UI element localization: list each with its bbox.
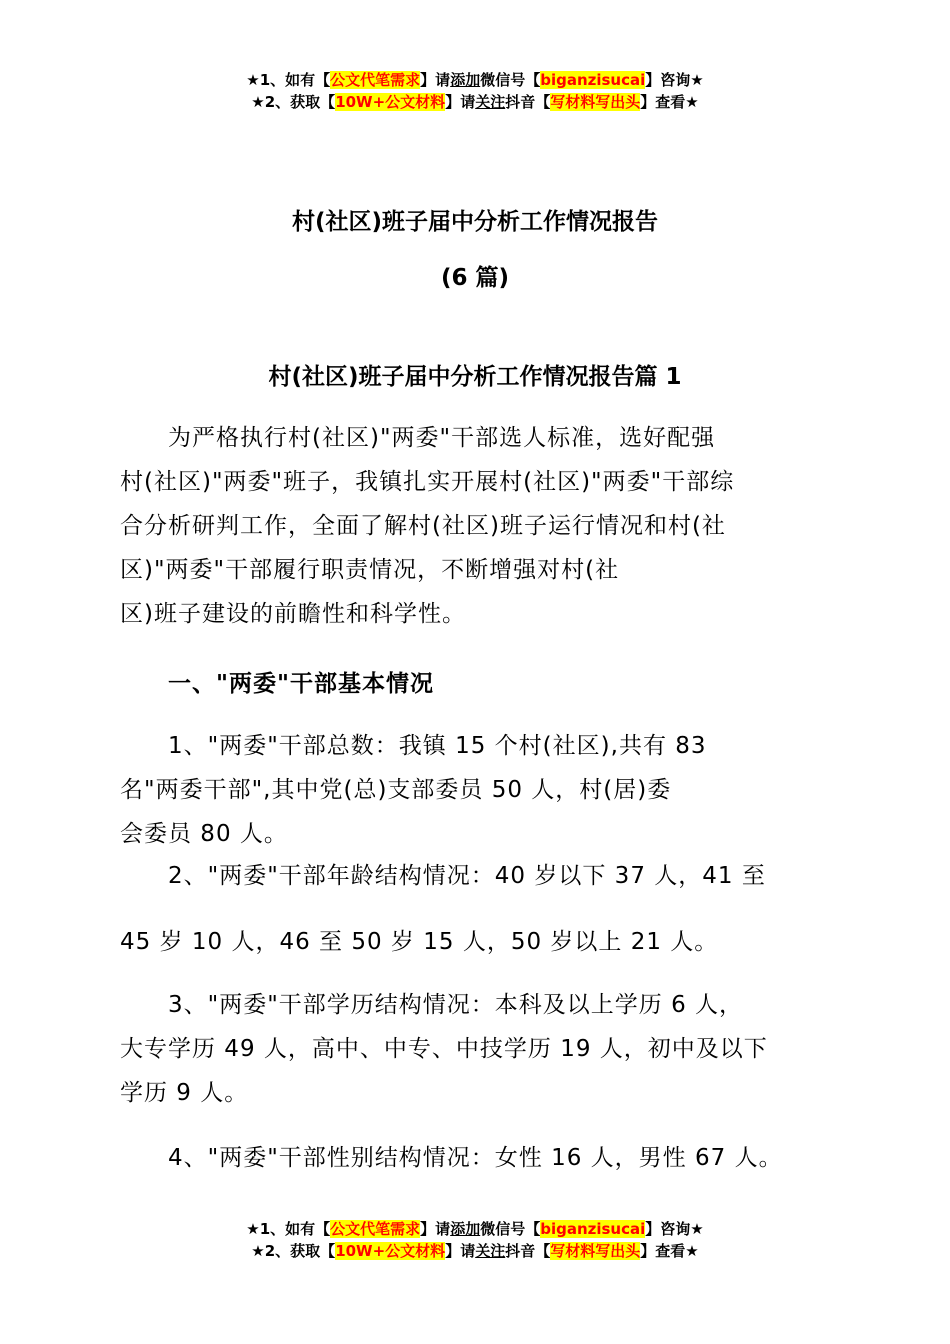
promo-line-2 xyxy=(0,1240,950,1262)
item-1-paragraph xyxy=(120,724,840,856)
promo-text: 】查看★ xyxy=(640,1242,699,1260)
promo-text: ★2、获取【 xyxy=(251,93,336,111)
promo-text: 抖音【 xyxy=(505,1242,551,1260)
promo-highlight: 公文代笔需求 xyxy=(330,1220,421,1238)
paragraph-line: 会委员 80 人。 xyxy=(120,821,288,847)
promo-text: 】查看★ xyxy=(640,93,699,111)
paragraph-line: 为严格执行村(社区)"两委"干部选人标准，选好配强 xyxy=(168,425,716,451)
paragraph-line: 村(社区)"两委"班子，我镇扎实开展村(社区)"两委"干部综 xyxy=(120,469,735,495)
section-heading-1: 一、"两委"干部基本情况 xyxy=(168,671,434,697)
promo-text: ★2、获取【 xyxy=(251,1242,336,1260)
bottom-promo-banner xyxy=(0,1218,950,1262)
promo-text: ★1、如有【 xyxy=(246,1220,331,1238)
paragraph-line: 区)班子建设的前瞻性和科学性。 xyxy=(120,601,466,627)
promo-highlight: 10W+公文材料 xyxy=(335,93,446,111)
paragraph-line: 1、"两委"干部总数：我镇 15 个村(社区),共有 83 xyxy=(168,733,707,759)
promo-underlined: 关注 xyxy=(475,1242,506,1260)
document-count: (6 篇) xyxy=(440,265,510,291)
promo-text: 微信号【 xyxy=(480,71,541,89)
item-2-paragraph xyxy=(120,854,840,964)
promo-text: 】请 xyxy=(445,1242,476,1260)
promo-highlight: 公文代笔需求 xyxy=(330,71,421,89)
top-promo-banner xyxy=(0,69,950,113)
promo-text: 】请 xyxy=(420,71,451,89)
promo-underlined: 添加 xyxy=(450,71,481,89)
promo-text: 】请 xyxy=(445,93,476,111)
promo-wechat-id: biganzisucai xyxy=(540,1220,646,1238)
paragraph-line: 3、"两委"干部学历结构情况：本科及以上学历 6 人， xyxy=(168,992,744,1018)
paragraph-line: 4、"两委"干部性别结构情况：女性 16 人，男性 67 人。 xyxy=(168,1145,783,1171)
intro-paragraph xyxy=(120,416,840,636)
document-title: 村(社区)班子届中分析工作情况报告 xyxy=(291,209,659,235)
promo-douyin-id: 写材料写出头 xyxy=(550,1242,641,1260)
promo-underlined: 关注 xyxy=(475,93,506,111)
paragraph-line: 2、"两委"干部年龄结构情况：40 岁以下 37 人，41 至 xyxy=(168,863,766,889)
paragraph-line: 名"两委干部",其中党(总)支部委员 50 人，村(居)委 xyxy=(120,777,672,803)
promo-highlight: 10W+公文材料 xyxy=(335,1242,446,1260)
paragraph-line: 学历 9 人。 xyxy=(120,1080,249,1106)
paragraph-line: 45 岁 10 人，46 至 50 岁 15 人，50 岁以上 21 人。 xyxy=(120,929,719,955)
paragraph-line: 大专学历 49 人，高中、中专、中技学历 19 人，初中及以下 xyxy=(120,1036,768,1062)
promo-douyin-id: 写材料写出头 xyxy=(550,93,641,111)
promo-line-1 xyxy=(0,69,950,91)
promo-line-2 xyxy=(0,91,950,113)
paragraph-line: 区)"两委"干部履行职责情况，不断增强对村(社 xyxy=(120,557,620,583)
promo-underlined: 添加 xyxy=(450,1220,481,1238)
paragraph-line: 合分析研判工作，全面了解村(社区)班子运行情况和村(社 xyxy=(120,513,726,539)
promo-text: 】咨询★ xyxy=(645,71,704,89)
promo-line-1 xyxy=(0,1218,950,1240)
promo-text: 】请 xyxy=(420,1220,451,1238)
item-4-paragraph xyxy=(120,1136,840,1180)
promo-text: 】咨询★ xyxy=(645,1220,704,1238)
promo-text: 微信号【 xyxy=(480,1220,541,1238)
item-3-paragraph xyxy=(120,983,840,1115)
promo-text: ★1、如有【 xyxy=(246,71,331,89)
section-title: 村(社区)班子届中分析工作情况报告篇 1 xyxy=(268,364,682,390)
promo-wechat-id: biganzisucai xyxy=(540,71,646,89)
promo-text: 抖音【 xyxy=(505,93,551,111)
